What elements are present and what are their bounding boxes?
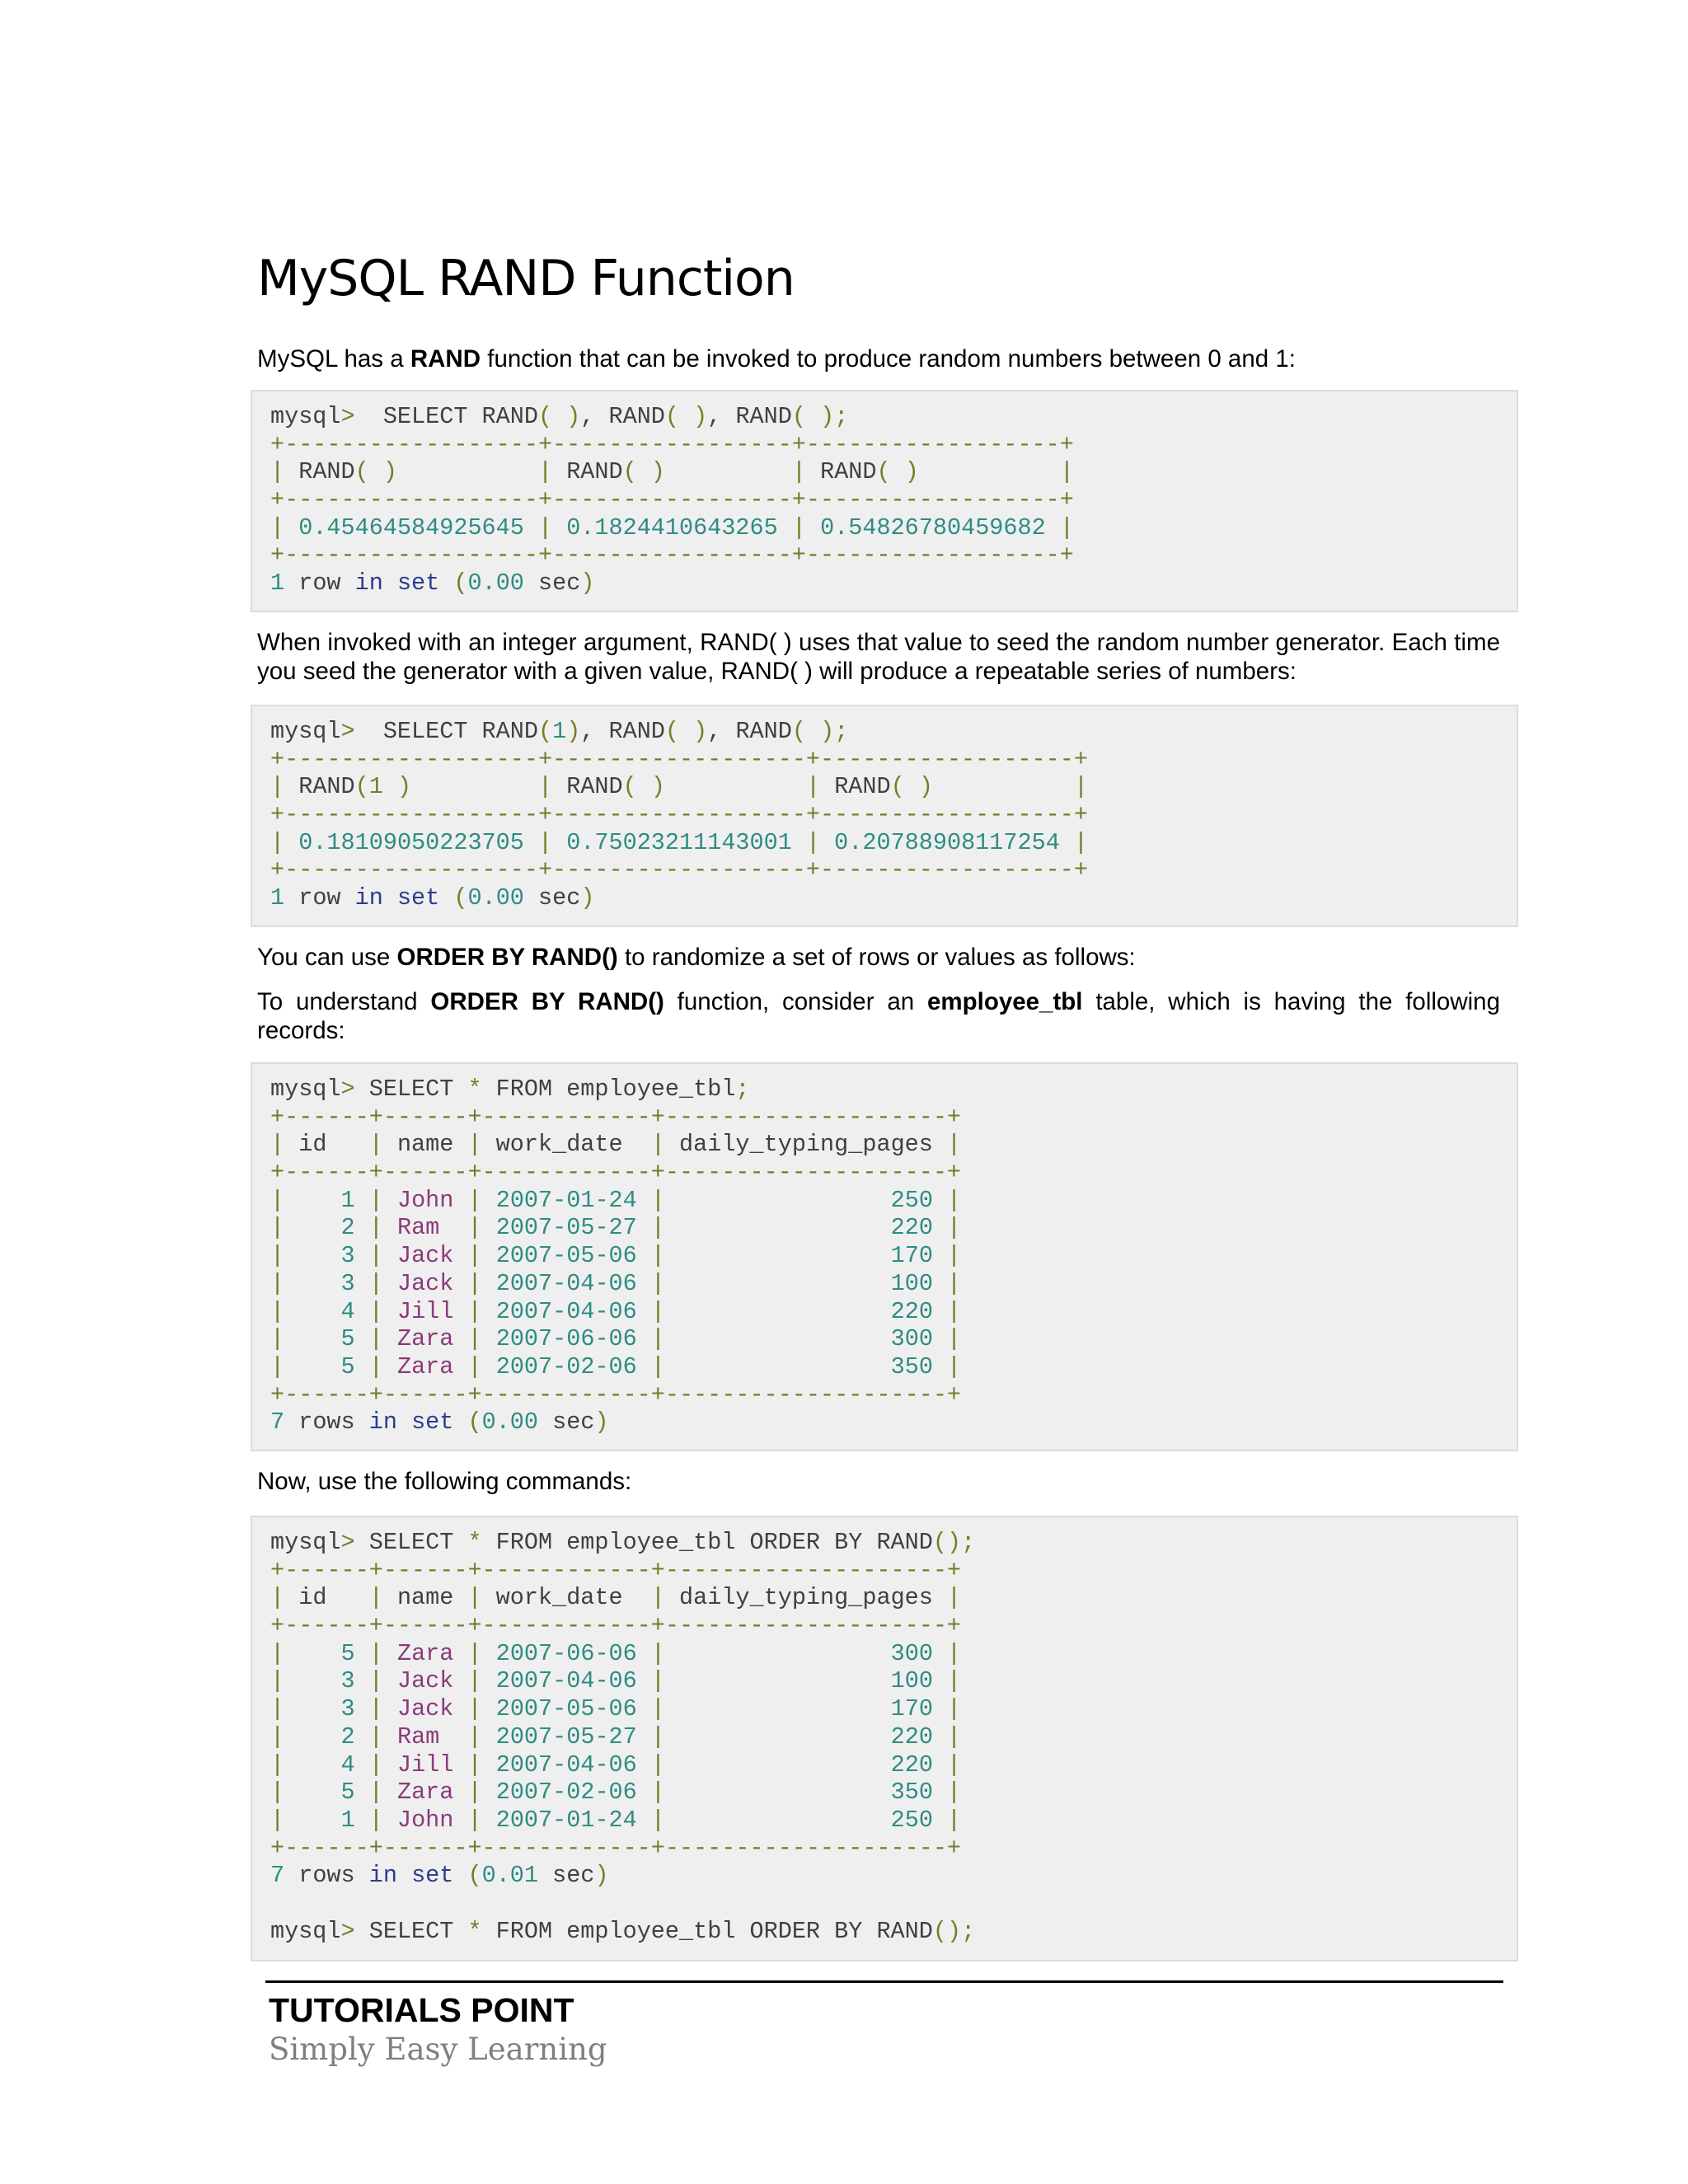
order-by-paragraph: You can use ORDER BY RAND() to randomize a set of rows or values as follows: [257, 944, 1136, 971]
table-border: +------------------+------------------+------------------+ [270, 801, 1088, 829]
table-border: +------+------+------------+--------------------+ [270, 1380, 962, 1408]
code-block-employee-select [251, 1062, 1518, 1451]
sql-command: mysql> SELECT RAND(1), RAND( ), RAND( ); [270, 718, 849, 745]
footer-brand: TUTORIALS POINT [269, 1991, 574, 2029]
table-row: | 4 | Jill | 2007-04-06 | 220 | [270, 1297, 962, 1325]
blank-line [270, 1890, 1517, 1918]
footer-rule [265, 1980, 1503, 1983]
sql-command: mysql> SELECT * FROM employee_tbl; [270, 1076, 750, 1103]
table-row: | 0.45464584925645 | 0.1824410643265 | 0.54826780459682 | [270, 513, 1074, 541]
table-row: | 5 | Zara | 2007-02-06 | 350 | [270, 1779, 962, 1807]
table-border: +------+------+------------+--------------------+ [270, 1834, 962, 1862]
table-row: | 2 | Ram | 2007-05-27 | 220 | [270, 1214, 962, 1242]
rand-keyword: RAND [410, 345, 481, 373]
sql-command: mysql> SELECT RAND( ), RAND( ), RAND( ); [270, 403, 849, 430]
result-footer: 1 row in set (0.00 sec) [270, 884, 595, 912]
result-footer: 7 rows in set (0.01 sec) [270, 1862, 609, 1890]
table-border: +------------------+-----------------+------------------+ [270, 486, 1074, 514]
table-row: | 5 | Zara | 2007-06-06 | 300 | [270, 1639, 962, 1667]
result-footer: 1 row in set (0.00 sec) [270, 569, 595, 598]
page-title: MySQL RAND Function [257, 250, 795, 307]
table-row: | 3 | Jack | 2007-05-06 | 170 | [270, 1242, 962, 1270]
result-footer: 7 rows in set (0.00 sec) [270, 1408, 609, 1436]
table-header-row: | id | name | work_date | daily_typing_pages | [270, 1584, 962, 1612]
table-border: +------+------+------------+--------------------+ [270, 1159, 962, 1187]
table-header-row: | RAND(1 ) | RAND( ) | RAND( ) | [270, 773, 1089, 801]
table-row: | 1 | John | 2007-01-24 | 250 | [270, 1806, 962, 1834]
table-row: | 0.18109050223705 | 0.75023211143001 | 0.20788908117254 | [270, 828, 1089, 856]
table-border: +------------------+------------------+------------------+ [270, 856, 1088, 884]
code-block-order-by-rand [251, 1516, 1518, 1961]
table-row: | 5 | Zara | 2007-02-06 | 350 | [270, 1352, 962, 1380]
table-row: | 2 | Ram | 2007-05-27 | 220 | [270, 1722, 962, 1750]
footer-tagline: Simply Easy Learning [269, 2032, 607, 2067]
table-border: +------------------+------------------+------------------+ [270, 745, 1088, 773]
table-border: +------+------+------------+--------------------+ [270, 1612, 962, 1640]
table-row: | 5 | Zara | 2007-06-06 | 300 | [270, 1325, 962, 1353]
sql-command: mysql> SELECT * FROM employee_tbl ORDER BY RAND(); [270, 1529, 976, 1556]
table-border: +------------------+-----------------+------------------+ [270, 430, 1074, 458]
table-border: +------------------+-----------------+------------------+ [270, 541, 1074, 569]
sql-command: mysql> SELECT * FROM employee_tbl ORDER BY RAND(); [270, 1917, 976, 1945]
table-row: | 3 | Jack | 2007-04-06 | 100 | [270, 1667, 962, 1695]
table-header-row: | RAND( ) | RAND( ) | RAND( ) | [270, 458, 1074, 486]
intro-paragraph: MySQL has a RAND function that can be invoked to produce random numbers between 0 and 1: [257, 345, 1296, 373]
table-row: | 3 | Jack | 2007-05-06 | 170 | [270, 1695, 962, 1723]
table-row: | 1 | John | 2007-01-24 | 250 | [270, 1186, 962, 1214]
table-row: | 4 | Jill | 2007-04-06 | 220 | [270, 1750, 962, 1779]
seed-paragraph: When invoked with an integer argument, RAND( ) uses that value to seed the random number generator. Each time you seed the generator with a given value, RAND( ) will produce a repeatable series of numbers: [257, 629, 1500, 685]
code-block-rand [251, 390, 1518, 612]
table-border: +------+------+------------+--------------------+ [270, 1556, 962, 1584]
table-row: | 3 | Jack | 2007-04-06 | 100 | [270, 1269, 962, 1297]
table-header-row: | id | name | work_date | daily_typing_pages | [270, 1131, 962, 1159]
commands-paragraph: Now, use the following commands: [257, 1468, 632, 1495]
employee-table-paragraph: To understand ORDER BY RAND() function, consider an employee_tbl table, which is having the following records: [257, 988, 1500, 1044]
code-block-rand-seed [251, 705, 1518, 927]
table-border: +------+------+------------+--------------------+ [270, 1103, 962, 1131]
